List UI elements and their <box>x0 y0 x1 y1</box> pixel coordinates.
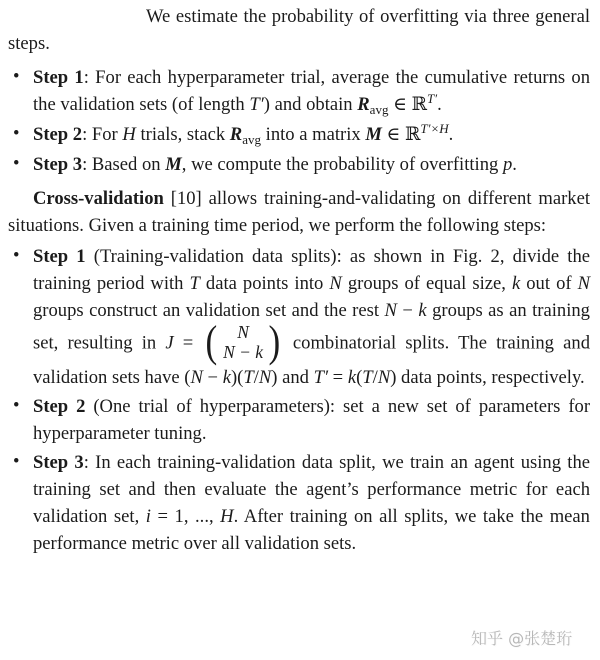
bullet-marker: • <box>13 123 20 144</box>
text-run: (One trial of hyperparameters): set a new set of parameters for hyperparameter tuning. <box>33 396 591 444</box>
text-run: ℝ <box>411 94 427 115</box>
math-token: N <box>190 367 203 388</box>
paragraph-cross-validation <box>8 185 590 239</box>
math-token: N <box>577 273 591 294</box>
math-token: T <box>189 273 200 294</box>
text-run: groups of equal size, <box>341 273 512 294</box>
text-run: ( <box>356 367 363 388</box>
list-item <box>8 243 590 391</box>
text-run: [10] allows training-and-validating on different market situations. Given a training time period, we perform the following steps: <box>8 188 590 236</box>
list-item <box>8 393 590 447</box>
math-token: H <box>220 506 234 527</box>
math-token: M <box>165 154 182 175</box>
text-run: : For <box>82 124 123 145</box>
text-run: ) and <box>271 367 314 388</box>
math-token: J <box>165 332 174 354</box>
math-token: N <box>258 367 272 388</box>
text-run: ) and obtain <box>263 94 358 115</box>
text-run: ∈ <box>381 124 405 145</box>
binomial-coefficient <box>204 317 281 367</box>
text-run: into a matrix <box>261 124 366 145</box>
text-run: groups as an training set, resulting in <box>33 300 590 354</box>
list-item <box>8 64 590 119</box>
bold-label: Step 3 <box>33 452 84 473</box>
math-token: T′ <box>426 91 438 107</box>
text-run: , we compute the probability of overfitting <box>181 154 503 175</box>
math-token: avg <box>369 101 389 117</box>
text-run: ∈ <box>388 94 412 115</box>
math-token: i <box>145 506 151 527</box>
text-run: . <box>437 94 442 115</box>
text-run: )( <box>230 367 244 388</box>
text-run: groups construct an validation set and the rest <box>33 300 385 321</box>
math-token: T′ <box>249 94 264 115</box>
binomial-top: N <box>237 322 249 342</box>
math-token: T <box>243 367 254 388</box>
bold-label: Cross-validation <box>33 188 164 209</box>
math-token: M <box>365 124 382 145</box>
math-token: T′×H <box>420 121 449 137</box>
math-token: H <box>122 124 136 145</box>
list-item <box>8 449 590 557</box>
math-token: p <box>502 154 513 175</box>
text-run: . <box>448 124 454 145</box>
text-run: out of <box>520 273 578 294</box>
text-run: / <box>253 367 259 388</box>
math-token: k <box>222 367 231 388</box>
text-run: ℝ <box>404 124 421 145</box>
text-run: : For each hyperparameter trial, average the cumulative returns on the validation sets (of length <box>33 67 590 115</box>
paragraph-overfitting-intro <box>8 3 590 57</box>
math-token: k <box>418 300 427 321</box>
math-token: N <box>384 300 397 321</box>
watermark-zhihu: 知乎 @张楚珩 <box>471 629 573 648</box>
text-run: = 1, ..., <box>150 506 221 527</box>
text-run: / <box>372 367 378 388</box>
math-token: k <box>511 273 521 294</box>
math-token: T′ <box>313 367 329 388</box>
text-run: = <box>173 332 203 354</box>
list-item <box>8 151 590 178</box>
text-run: : In each training-validation data split, we train an agent using the training set and then evaluate the agent’s performance metric for each validation set, <box>33 452 590 527</box>
bullet-marker: • <box>13 66 20 87</box>
bullet-marker: • <box>13 153 20 174</box>
math-token: N <box>377 367 391 388</box>
text-run: . <box>512 154 517 175</box>
bullet-marker: • <box>13 245 20 266</box>
text-run: : Based on <box>82 154 166 175</box>
text-run: . After training on all splits, we take the mean performance metric over all validation sets. <box>33 506 590 554</box>
binomial-bottom: N − k <box>223 342 264 362</box>
binomial-stack <box>219 322 267 362</box>
bold-label: Step 1 <box>33 67 84 88</box>
list-general-steps <box>8 64 590 178</box>
math-token: N <box>329 273 342 294</box>
right-paren: ) <box>268 317 281 367</box>
list-cross-validation-steps <box>8 243 590 557</box>
bullet-marker: • <box>13 451 20 472</box>
math-token: R <box>357 94 370 115</box>
text-run: = <box>328 367 348 388</box>
text-run: combinatorial splits. The training and validation sets have ( <box>33 332 590 388</box>
bold-label: Step 2 <box>33 396 86 417</box>
document-content <box>8 3 590 557</box>
math-token: k <box>347 367 357 388</box>
list-item <box>8 121 590 149</box>
left-paren: ( <box>205 317 218 367</box>
text-run: − <box>202 367 223 388</box>
bold-label: Step 2 <box>33 124 83 145</box>
text-run: − <box>396 300 419 321</box>
bold-label: Step 1 <box>33 246 86 267</box>
text-run: ) data points, respectively. <box>390 367 585 388</box>
text-run: trials, stack <box>135 124 230 145</box>
text-run: data points into <box>199 273 330 294</box>
bullet-marker: • <box>13 395 20 416</box>
text-run: We estimate the probability of overfitting via three general steps. <box>8 6 590 54</box>
math-token: T <box>362 367 373 388</box>
math-token: avg <box>242 131 261 147</box>
bold-label: Step 3 <box>33 154 83 175</box>
math-token: R <box>229 124 243 145</box>
text-run: (Training-validation data splits): as shown in Fig. 2, divide the training period with <box>33 246 590 294</box>
